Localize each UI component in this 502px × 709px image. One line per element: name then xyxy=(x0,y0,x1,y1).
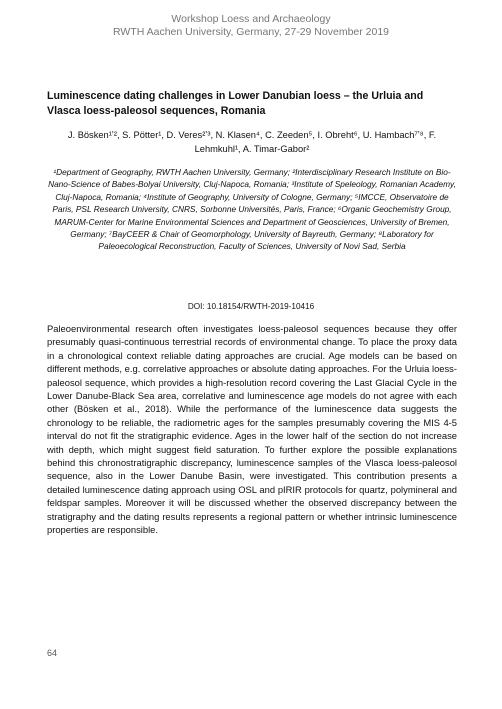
abstract-body: Paleoenvironmental research often investigates loess-paleosol sequences because they offer presumably quasi-continuous terrestrial records of environmental change. To place the proxy data in a chronological context reliable dating approaches are crucial. Age models can be based on different methods, e.g. correlative approaches or absolute dating approaches. For the Urluia loess-paleosol sequence, which provides a high-resolution record covering the Last Glacial Cycle in the Lower Danube-Black Sea area, correlative and luminescence age models do not agree with each other (Bösken et al., 2018). While the performance of the luminescence data suggests the chronology to be reliable, the radiometric ages for the samples presumably covering the MIS 4-5 interval do not fit the stratigraphic evidence. Ages in the lower half of the section do not increase with depth, which might suggest field saturation. To further explore the possible explanations behind this chronostratigraphic discrepancy, luminescence samples of the Vlasca loess-paleosol sequence, also in the Lower Danube Basin, were investigated. This contribution presents a detailed luminescence dating approach using OSL and pIRIR protocols for quartz, polymineral and feldspar samples. Moreover it will be discussed whether the observed discrepancy between the stratigraphy and the dating results represents a regional pattern or whether intrinsic luminescence properties are responsible. xyxy=(47,323,457,536)
header-workshop-name: Workshop Loess and Archaeology xyxy=(171,13,331,25)
header-venue-dates: RWTH Aachen University, Germany, 27-29 November 2019 xyxy=(112,26,390,38)
running-header xyxy=(0,13,502,39)
paper-title: Luminescence dating challenges in Lower Danubian loess – the Urluia and Vlasca loess-paleosol sequences, Romania xyxy=(47,90,424,117)
doi-line: DOI: 10.18154/RWTH-2019-10416 xyxy=(187,302,315,311)
affiliations: ¹Department of Geography, RWTH Aachen University, Germany; ²Interdisciplinary Research Institute on Bio-Nano-Science of Babes-Bolyai University, Cluj-Napoca, Romania; ³Institute of Speleology, Romanian Academy, Cluj-Napoca, Romania; ⁴Institute of Geography, University of Cologne, Germany; ⁵IMCCE, Observatoire de Paris, PSL Research University, CNRS, Sorbonne Universités, Paris, France; ⁶Organic Geochemistry Group, MARUM-Center for Marine Environmental Sciences and Department of Geosciences, University of Bremen, Germany; ⁷BayCEER & Chair of Geomorphology, University of Bayreuth, Germany; ⁸Laboratory for Paleoecological Reconstruction, Faculty of Sciences, University of Novi Sad, Serbia xyxy=(48,167,456,252)
author-list: J. Bösken¹ʼ², S. Pötter¹, D. Veres²ʼ³, N. Klasen⁴, C. Zeeden⁵, I. Obreht⁶, U. Hambach⁷ʼ⁸, F. Lehmkuhl¹, A. Timar-Gabor² xyxy=(67,130,437,154)
page-number: 64 xyxy=(47,648,58,658)
